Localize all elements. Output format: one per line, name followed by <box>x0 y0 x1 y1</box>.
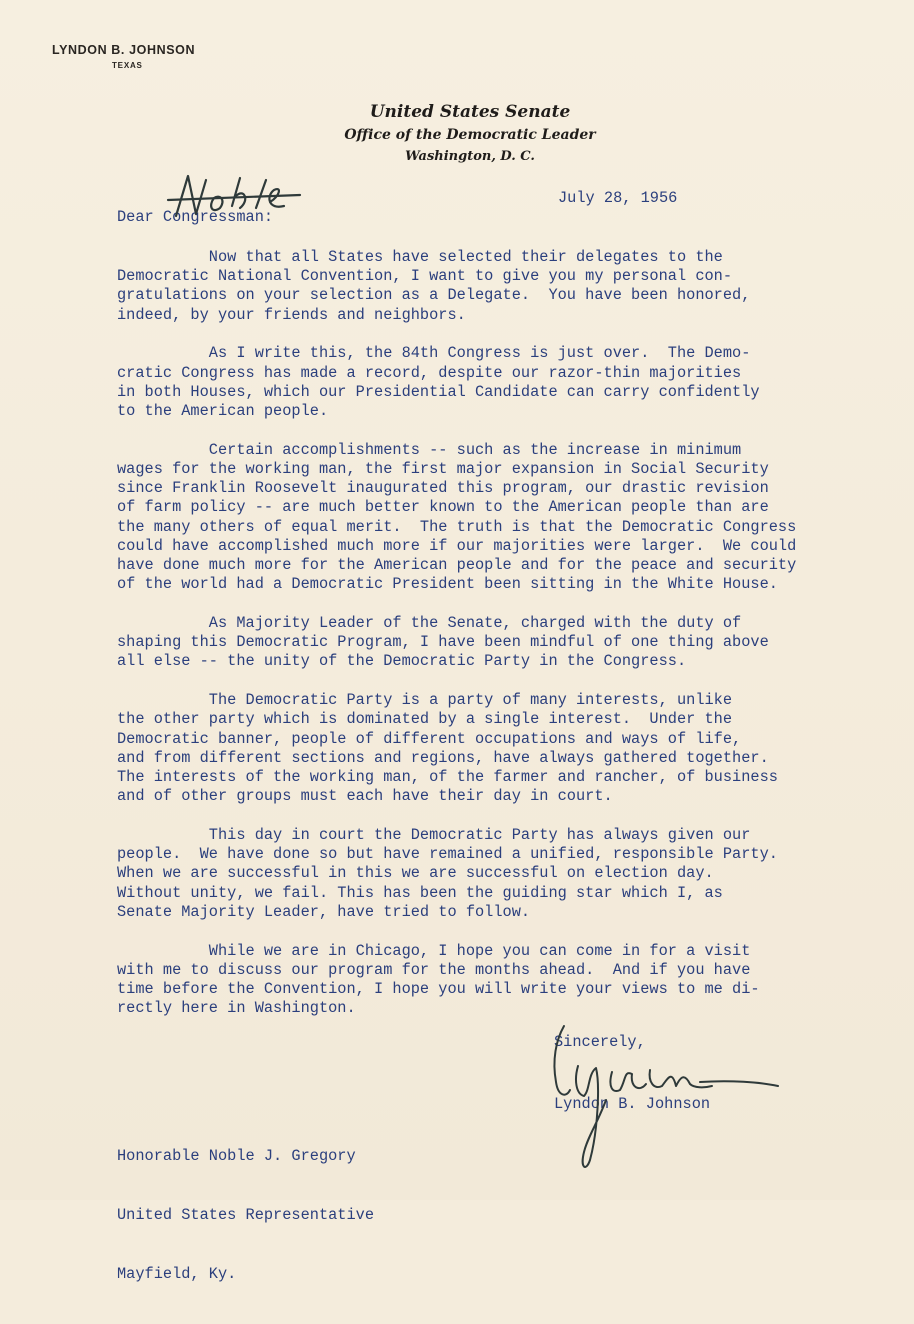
body-line: all else -- the unity of the Democratic Party in the Congress. <box>117 652 687 671</box>
sender-name: LYNDON B. JOHNSON <box>52 43 196 57</box>
body-line: Without unity, we fail. This has been the guiding star which I, as <box>117 883 723 902</box>
letter-body <box>117 248 837 1038</box>
signer-name: Lyndon B. Johnson <box>554 1095 711 1113</box>
letterhead-senate: United States Senate <box>369 102 571 122</box>
body-line: indeed, by your friends and neighbors. <box>117 305 466 324</box>
body-line: time before the Convention, I hope you will write your views to me di- <box>117 980 760 999</box>
body-line: could have accomplished much more if our majorities were larger. We could <box>117 536 797 555</box>
body-line: Democratic banner, people of different occupations and ways of life, <box>117 729 742 748</box>
body-line: in both Houses, which our Presidential Candidate can carry confidently <box>117 382 760 401</box>
body-line: Now that all States have selected their delegates to the <box>117 248 723 266</box>
body-line: The interests of the working man, of the farmer and rancher, of business <box>117 768 778 787</box>
body-line: As Majority Leader of the Senate, charged with the duty of <box>117 614 742 633</box>
letterhead-city: Washington, D. C. <box>405 149 535 164</box>
body-line: of farm policy -- are much better known to the American people than are <box>117 498 769 517</box>
body-paragraph <box>117 942 837 1019</box>
body-line: gratulations on your selection as a Delegate. You have been honored, <box>117 286 751 305</box>
body-line: and of other groups must each have their day in court. <box>117 787 613 806</box>
body-line: with me to discuss our program for the months ahead. And if you have <box>117 960 751 979</box>
body-paragraph <box>117 248 837 325</box>
body-paragraph <box>117 614 837 672</box>
body-paragraph <box>117 344 837 421</box>
body-line: Democratic National Convention, I want to give you my personal con- <box>117 267 733 286</box>
sender-state: TEXAS <box>112 61 143 70</box>
body-line: When we are successful in this we are successful on election day. <box>117 864 714 883</box>
body-line: wages for the working man, the first major expansion in Social Security <box>117 460 769 479</box>
addressee-title: United States Representative <box>117 1205 375 1224</box>
body-line: Senate Majority Leader, have tried to follow. <box>117 902 531 921</box>
closing: Sincerely, <box>554 1033 646 1051</box>
letterhead <box>300 100 640 168</box>
body-line: and from different sections and regions, have always gathered together. <box>117 748 769 767</box>
body-paragraph <box>117 441 837 595</box>
body-paragraph <box>117 691 837 806</box>
body-line: of the world had a Democratic President been sitting in the White House. <box>117 575 778 594</box>
body-line: Certain accomplishments -- such as the increase in minimum <box>117 440 742 459</box>
body-line: rectly here in Washington. <box>117 999 356 1018</box>
addressee-name: Honorable Noble J. Gregory <box>117 1147 356 1166</box>
addressee-block <box>117 1108 374 1324</box>
letter-date: July 28, 1956 <box>558 189 678 207</box>
body-line: have done much more for the American people and for the peace and security <box>117 556 797 575</box>
letterhead-office: Office of the Democratic Leader <box>344 127 596 143</box>
body-line: since Franklin Roosevelt inaugurated this program, our drastic revision <box>117 479 769 498</box>
body-paragraph <box>117 826 837 922</box>
body-line: the other party which is dominated by a single interest. Under the <box>117 710 733 729</box>
body-line: As I write this, the 84th Congress is just over. The Demo- <box>117 344 751 363</box>
body-line: The Democratic Party is a party of many interests, unlike <box>117 691 733 710</box>
salutation: Dear Congressman: <box>117 208 274 226</box>
body-line: shaping this Democratic Program, I have been mindful of one thing above <box>117 633 769 652</box>
body-line: This day in court the Democratic Party has always given our <box>117 826 751 845</box>
addressee-city: Mayfield, Ky. <box>117 1264 237 1283</box>
body-line: cratic Congress has made a record, despite our razor-thin majorities <box>117 363 742 382</box>
body-line: people. We have done so but have remained a unified, responsible Party. <box>117 845 778 864</box>
body-line: to the American people. <box>117 402 329 421</box>
body-line: the many others of equal merit. The truth is that the Democratic Congress <box>117 517 797 536</box>
body-line: While we are in Chicago, I hope you can come in for a visit <box>117 941 751 960</box>
